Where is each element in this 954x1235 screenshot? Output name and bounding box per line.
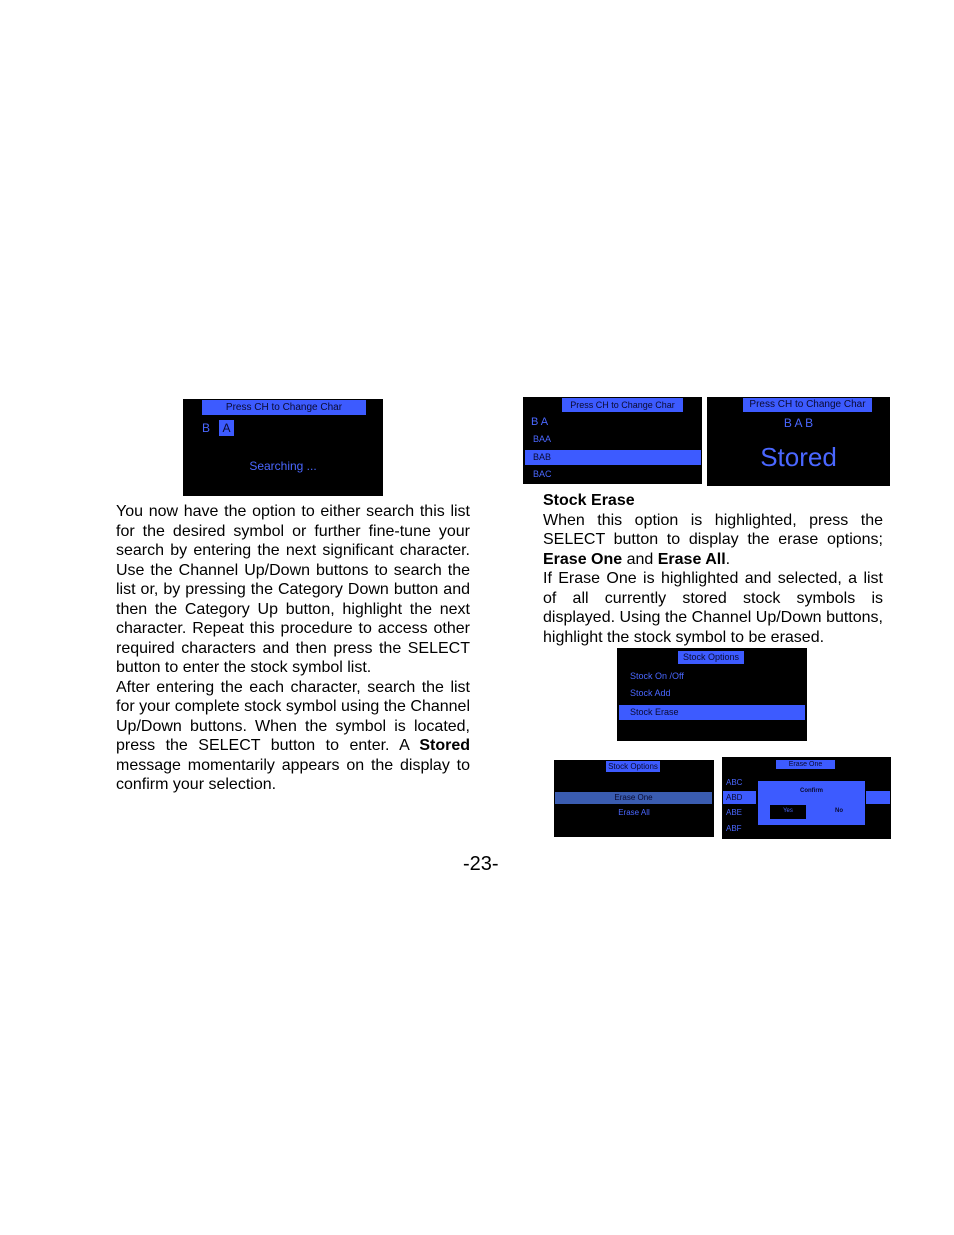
menu-item-stock-add[interactable]: Stock Add bbox=[630, 688, 671, 698]
stored-keyword: Stored bbox=[419, 737, 470, 754]
screen-header: Press CH to Change Char bbox=[202, 400, 366, 415]
screen-searching bbox=[183, 399, 383, 496]
screen-erase-options bbox=[554, 760, 714, 837]
yes-button-label: Yes bbox=[783, 808, 793, 814]
right-instructions bbox=[543, 491, 883, 647]
list-item[interactable]: BAA bbox=[533, 434, 552, 444]
entry-char-1: B bbox=[202, 421, 211, 435]
erase-all-keyword: Erase All bbox=[657, 550, 726, 568]
selection-row-extension bbox=[866, 791, 890, 804]
screen-stored bbox=[707, 397, 890, 486]
screen-header: Press CH to Change Char bbox=[743, 398, 872, 412]
screen-erase-one-confirm bbox=[722, 757, 891, 839]
text-run: When this option is highlighted, press the SELECT button to display the erase options; bbox=[543, 511, 883, 548]
page-number: -23- bbox=[463, 853, 499, 875]
list-item[interactable]: BAC bbox=[533, 469, 552, 479]
left-paragraph-2 bbox=[116, 678, 470, 795]
left-instructions bbox=[116, 502, 470, 795]
list-item[interactable]: ABE bbox=[726, 808, 743, 817]
menu-item-stock-on-off[interactable]: Stock On /Off bbox=[630, 671, 684, 681]
entry-char-2-cursor[interactable]: A bbox=[219, 420, 234, 436]
right-paragraph-1 bbox=[543, 511, 883, 570]
searching-status: Searching ... bbox=[249, 459, 317, 473]
list-item-label: ABD bbox=[726, 793, 743, 802]
yes-button[interactable] bbox=[770, 805, 806, 819]
screen-symbol-list bbox=[523, 397, 702, 484]
list-item[interactable]: ABF bbox=[726, 824, 742, 833]
menu-item-erase-one[interactable] bbox=[555, 792, 712, 804]
list-item[interactable]: ABC bbox=[726, 778, 743, 787]
screen-header: Erase One bbox=[776, 760, 835, 769]
menu-item-erase-all[interactable]: Erase All bbox=[618, 808, 650, 817]
list-item-selected[interactable] bbox=[723, 791, 756, 804]
list-item-label: BAB bbox=[533, 452, 552, 462]
screen-header: Press CH to Change Char bbox=[562, 398, 683, 412]
screen-header: Stock Options bbox=[606, 761, 660, 772]
text-run: message momentarily appears on the display to confirm your selection. bbox=[116, 756, 470, 793]
erase-one-keyword: Erase One bbox=[543, 550, 623, 568]
screen-header: Stock Options bbox=[678, 651, 744, 664]
confirm-dialog-title: Confirm bbox=[800, 788, 823, 794]
right-paragraph-2: If Erase One is highlighted and selected, a list of all currently stored stock symbols is displayed. Using the Channel Up/Down buttons, highlight the stock symbol to be erased. bbox=[543, 570, 883, 646]
list-item-selected[interactable] bbox=[525, 450, 701, 465]
menu-item-stock-erase[interactable] bbox=[619, 705, 805, 720]
no-button-label: No bbox=[835, 808, 843, 814]
menu-item-label: Erase One bbox=[614, 793, 653, 802]
left-paragraph-1: You now have the option to either search this list for the desired symbol or further fine-tune your search by entering the next significant character. Use the Channel Up/Down buttons to search the list or, by pressing the Category Down button and then the Category Up button, highlight the next character. Repeat this procedure to access other required characters and then press the SELECT button to enter the stock symbol list. bbox=[116, 503, 470, 676]
menu-item-label: Stock Erase bbox=[630, 707, 679, 717]
entry-text: B A B bbox=[783, 416, 814, 430]
stored-message: Stored bbox=[760, 442, 837, 472]
text-run: and bbox=[622, 550, 658, 568]
screen-stock-options bbox=[617, 648, 807, 741]
confirm-dialog bbox=[758, 781, 865, 825]
text-run: After entering the each character, search the list for your complete stock symbol using the Channel Up/Down buttons. When the symbol is located, press the SELECT button to enter. A bbox=[116, 678, 470, 754]
text-run: . bbox=[725, 550, 731, 568]
entry-text: B A bbox=[531, 416, 549, 428]
no-button[interactable] bbox=[822, 805, 856, 819]
section-heading: Stock Erase bbox=[543, 492, 635, 509]
